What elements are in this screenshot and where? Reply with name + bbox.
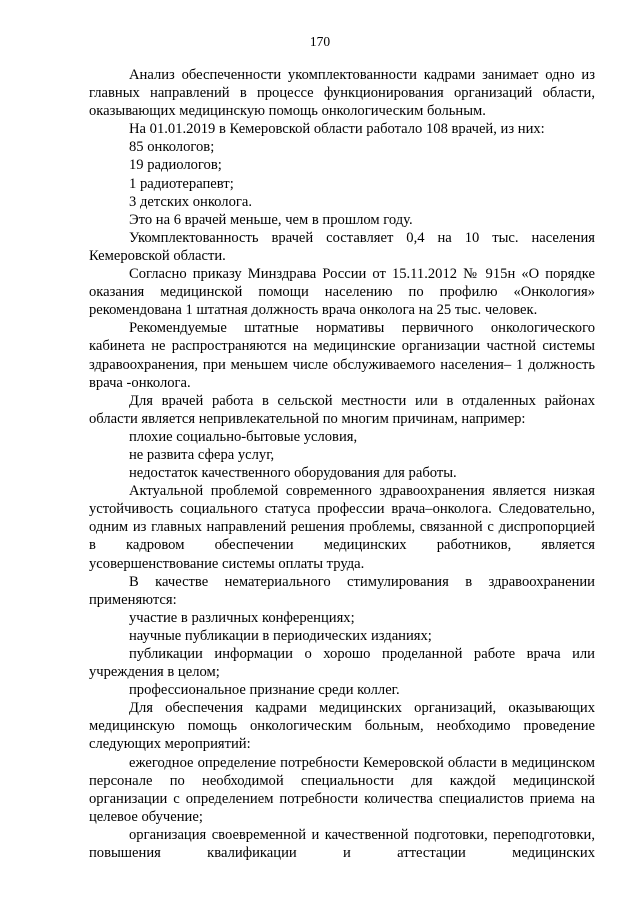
paragraph: Для обеспечения кадрами медицинских организаций, оказывающих медицинскую помощь онкологическим больным, необходимо проведение следующих мероприятий: bbox=[89, 700, 595, 753]
paragraph: Анализ обеспеченности укомплектованности кадрами занимает одно из главных направлений в процессе функционирования организаций области, оказывающих медицинскую помощь онкологическим больным. bbox=[89, 67, 595, 120]
paragraph: недостаток качественного оборудования для работы. bbox=[129, 465, 457, 482]
paragraph: Актуальной проблемой современного здравоохранения является низкая устойчивость социального статуса профессии врача–онколога. Следовательно, одним из главных направлений решения проблемы, связанной с диспропорцией в кадровом обеспечении медицинских работников, является усовершенствование системы оплаты труда. bbox=[89, 483, 595, 572]
paragraph: Для врачей работа в сельской местности или в отдаленных районах области является непривлекательной по многим причинам, например: bbox=[89, 392, 595, 427]
paragraph: организация своевременной и качественной подготовки, переподготовки, повышения квалификации и аттестации медицинских bbox=[89, 826, 595, 862]
paragraph: 85 онкологов; bbox=[129, 139, 215, 156]
paragraph: 19 радиологов; bbox=[129, 157, 222, 174]
paragraph: В качестве нематериального стимулирования в здравоохранении применяются: bbox=[89, 573, 595, 608]
paragraph: Укомплектованность врачей составляет 0,4 на 10 тыс. населения Кемеровской области. bbox=[89, 229, 595, 264]
paragraph: Согласно приказу Минздрава России от 15.11.2012 № 915н «О порядке оказания медицинской помощи населению по профилю «Онкология» рекомендована 1 штатная должность врача онколога на 25 тыс. человек. bbox=[89, 266, 595, 319]
paragraph: На 01.01.2019 в Кемеровской области работало 108 врачей, из них: bbox=[129, 121, 545, 138]
paragraph: плохие социально-бытовые условия, bbox=[129, 428, 358, 445]
paragraph: 3 детских онколога. bbox=[129, 193, 252, 210]
paragraph: научные публикации в периодических изданиях; bbox=[129, 627, 432, 644]
paragraph: ежегодное определение потребности Кемеровской области в медицинском персонале по необходимой специальности для каждой медицинской организации с определением потребности количества специалистов приема на целевое обучение; bbox=[89, 754, 595, 825]
paragraph: 1 радиотерапевт; bbox=[129, 175, 234, 192]
paragraph: участие в различных конференциях; bbox=[129, 609, 355, 626]
paragraph: публикации информации о хорошо проделанной работе врача или учреждения в целом; bbox=[89, 646, 595, 681]
page-number: 170 bbox=[309, 34, 331, 49]
paragraph: не развита сфера услуг, bbox=[129, 446, 275, 463]
paragraph: Рекомендуемые штатные нормативы первичного онкологического кабинета не распространяются на медицинские организации частной системы здравоохранения, при меньшем числе обслуживаемого населения– 1 должность врача -онколога. bbox=[89, 320, 595, 391]
paragraph: Это на 6 врачей меньше, чем в прошлом году. bbox=[129, 211, 413, 228]
document-body bbox=[89, 66, 595, 880]
paragraph: профессиональное признание среди коллег. bbox=[129, 682, 400, 699]
